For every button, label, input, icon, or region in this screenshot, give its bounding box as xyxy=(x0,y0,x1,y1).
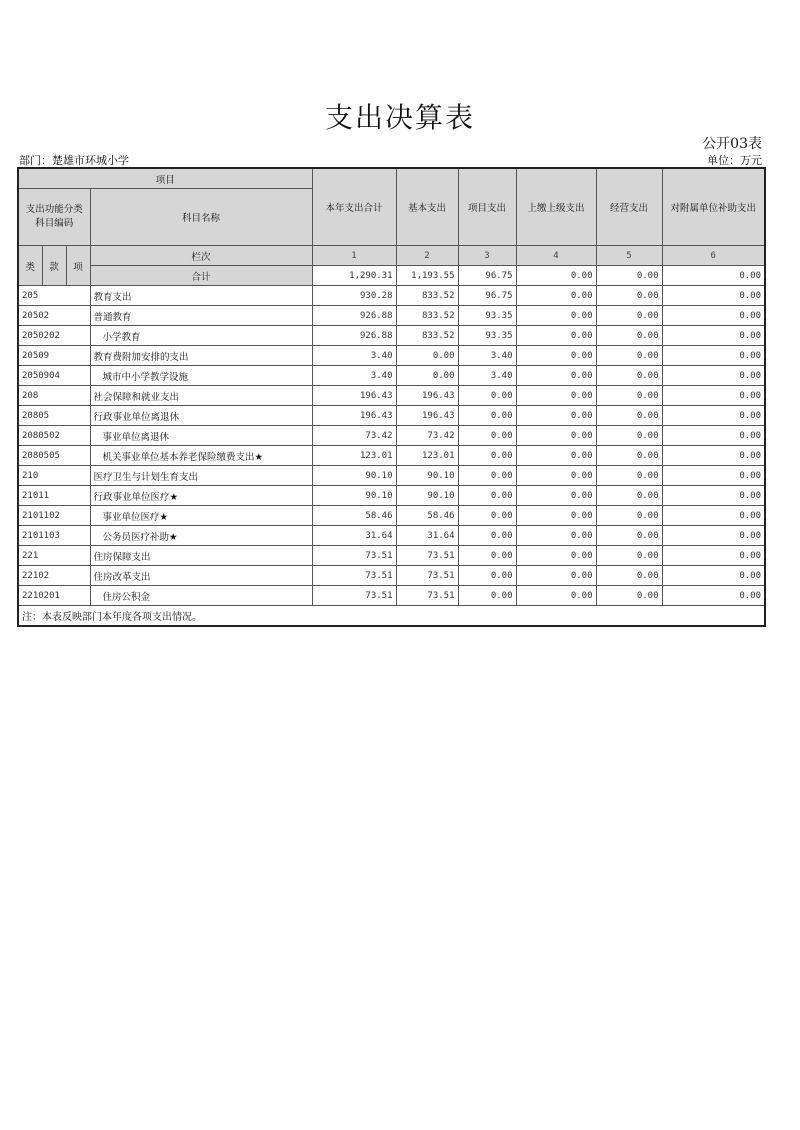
subject-name: 行政事业单位医疗★ xyxy=(90,486,312,506)
amount-cell: 0.00 xyxy=(516,306,596,326)
item-header: 项目 xyxy=(18,168,312,189)
amount-cell: 0.00 xyxy=(662,526,765,546)
amount-cell: 3.40 xyxy=(312,346,396,366)
amount-cell: 0.00 xyxy=(516,346,596,366)
amount-cell: 0.00 xyxy=(662,386,765,406)
amount-cell: 0.00 xyxy=(516,326,596,346)
table-row xyxy=(18,346,765,366)
amount-cell: 0.00 xyxy=(516,566,596,586)
amount-cell: 0.00 xyxy=(516,486,596,506)
table-row xyxy=(18,546,765,566)
amount-cell: 0.00 xyxy=(458,586,516,606)
table-row xyxy=(18,586,765,606)
subject-name: 行政事业单位离退休 xyxy=(90,406,312,426)
amount-cell: 196.43 xyxy=(396,406,458,426)
amount-cell: 0.00 xyxy=(596,586,662,606)
amount-cell: 0.00 xyxy=(662,486,765,506)
subject-code: 208 xyxy=(18,386,90,406)
amount-cell: 926.88 xyxy=(312,306,396,326)
subject-code: 2080502 xyxy=(18,426,90,446)
func-code-header: 支出功能分类科目编码 xyxy=(18,189,90,246)
subject-name: 普通教育 xyxy=(90,306,312,326)
amount-cell: 73.51 xyxy=(312,566,396,586)
amount-cell: 58.46 xyxy=(312,506,396,526)
subject-code: 21011 xyxy=(18,486,90,506)
amount-cell: 196.43 xyxy=(396,386,458,406)
table-row xyxy=(18,466,765,486)
amount-cell: 31.64 xyxy=(312,526,396,546)
subject-name: 住房公积金 xyxy=(90,586,312,606)
amount-cell: 3.40 xyxy=(458,366,516,386)
unit-label: 单位：万元 xyxy=(707,154,762,167)
amount-cell: 0.00 xyxy=(596,466,662,486)
subject-code: 2101103 xyxy=(18,526,90,546)
amount-cell: 0.00 xyxy=(662,366,765,386)
subject-name: 住房改革支出 xyxy=(90,566,312,586)
table-row xyxy=(18,506,765,526)
amount-cell: 0.00 xyxy=(516,406,596,426)
amount-cell: 0.00 xyxy=(596,326,662,346)
amount-cell: 93.35 xyxy=(458,326,516,346)
amount-cell: 123.01 xyxy=(312,446,396,466)
amount-cell: 73.42 xyxy=(396,426,458,446)
subject-code: 2101102 xyxy=(18,506,90,526)
amount-cell: 0.00 xyxy=(458,426,516,446)
column-number-row xyxy=(18,246,765,266)
amount-cell: 0.00 xyxy=(662,286,765,306)
amount-cell: 0.00 xyxy=(516,586,596,606)
amount-cell: 0.00 xyxy=(516,546,596,566)
amount-cell: 123.01 xyxy=(396,446,458,466)
lei-header: 类 xyxy=(18,246,42,286)
line-label: 栏次 xyxy=(90,246,312,266)
amount-cell: 0.00 xyxy=(662,466,765,486)
amount-cell: 0.00 xyxy=(458,406,516,426)
note-row xyxy=(18,606,765,627)
amount-cell: 3.40 xyxy=(312,366,396,386)
subject-name: 事业单位医疗★ xyxy=(90,506,312,526)
amount-cell: 0.00 xyxy=(458,486,516,506)
amount-cell: 73.42 xyxy=(312,426,396,446)
amount-cell: 0.00 xyxy=(596,526,662,546)
subject-name: 公务员医疗补助★ xyxy=(90,526,312,546)
total-row xyxy=(18,266,765,286)
amount-cell: 0.00 xyxy=(396,366,458,386)
subject-code: 22102 xyxy=(18,566,90,586)
subject-name: 机关事业单位基本养老保险缴费支出★ xyxy=(90,446,312,466)
amount-cell: 73.51 xyxy=(312,586,396,606)
table-row xyxy=(18,366,765,386)
amount-cell: 0.00 xyxy=(458,566,516,586)
amount-cell: 0.00 xyxy=(596,366,662,386)
amount-cell: 0.00 xyxy=(458,446,516,466)
total-value: 0.00 xyxy=(516,266,596,286)
amount-cell: 926.88 xyxy=(312,326,396,346)
amount-cell: 0.00 xyxy=(596,286,662,306)
col-num: 1 xyxy=(312,246,396,266)
amount-cell: 31.64 xyxy=(396,526,458,546)
amount-cell: 90.10 xyxy=(396,466,458,486)
total-value: 0.00 xyxy=(596,266,662,286)
subject-code: 20509 xyxy=(18,346,90,366)
amount-cell: 0.00 xyxy=(516,466,596,486)
amount-cell: 0.00 xyxy=(662,446,765,466)
amount-cell: 0.00 xyxy=(516,366,596,386)
table-row xyxy=(18,566,765,586)
col-num: 5 xyxy=(596,246,662,266)
col-num: 2 xyxy=(396,246,458,266)
col-num: 3 xyxy=(458,246,516,266)
subject-code: 20805 xyxy=(18,406,90,426)
amount-cell: 90.10 xyxy=(312,486,396,506)
subject-name: 教育费附加安排的支出 xyxy=(90,346,312,366)
expenditure-table xyxy=(17,167,766,627)
amount-cell: 0.00 xyxy=(516,506,596,526)
amount-cell: 833.52 xyxy=(396,326,458,346)
subject-code: 2050904 xyxy=(18,366,90,386)
department-label: 部门：楚雄市环城小学 xyxy=(19,154,129,167)
table-note: 注：本表反映部门本年度各项支出情况。 xyxy=(18,606,765,627)
xiang-header: 项 xyxy=(66,246,90,286)
amount-cell: 833.52 xyxy=(396,306,458,326)
col-num: 4 xyxy=(516,246,596,266)
subject-name: 城市中小学教学设施 xyxy=(90,366,312,386)
table-row xyxy=(18,446,765,466)
amount-cell: 0.00 xyxy=(662,546,765,566)
amount-cell: 73.51 xyxy=(396,546,458,566)
amount-cell: 0.00 xyxy=(662,346,765,366)
subject-code: 2080505 xyxy=(18,446,90,466)
subject-name: 社会保障和就业支出 xyxy=(90,386,312,406)
table-row xyxy=(18,386,765,406)
total-value: 1,290.31 xyxy=(312,266,396,286)
page-title: 支出决算表 xyxy=(324,101,475,134)
amount-cell: 0.00 xyxy=(662,426,765,446)
amount-cell: 0.00 xyxy=(662,506,765,526)
header-row-1 xyxy=(18,168,765,189)
amount-cell: 0.00 xyxy=(596,426,662,446)
amount-cell: 0.00 xyxy=(662,326,765,346)
table-row xyxy=(18,326,765,346)
amount-cell: 73.51 xyxy=(396,586,458,606)
col-total-header: 本年支出合计 xyxy=(312,168,396,246)
col-upper-header: 上缴上级支出 xyxy=(516,168,596,246)
col-basic-header: 基本支出 xyxy=(396,168,458,246)
table-row xyxy=(18,286,765,306)
amount-cell: 0.00 xyxy=(662,406,765,426)
amount-cell: 0.00 xyxy=(516,446,596,466)
subject-code: 221 xyxy=(18,546,90,566)
amount-cell: 0.00 xyxy=(596,306,662,326)
amount-cell: 0.00 xyxy=(458,546,516,566)
total-value: 96.75 xyxy=(458,266,516,286)
amount-cell: 90.10 xyxy=(312,466,396,486)
total-value: 1,193.55 xyxy=(396,266,458,286)
amount-cell: 0.00 xyxy=(396,346,458,366)
table-row xyxy=(18,526,765,546)
col-business-header: 经营支出 xyxy=(596,168,662,246)
table-row xyxy=(18,406,765,426)
amount-cell: 0.00 xyxy=(596,546,662,566)
subject-code: 205 xyxy=(18,286,90,306)
amount-cell: 0.00 xyxy=(596,446,662,466)
amount-cell: 90.10 xyxy=(396,486,458,506)
amount-cell: 0.00 xyxy=(662,306,765,326)
amount-cell: 196.43 xyxy=(312,386,396,406)
table-row xyxy=(18,426,765,446)
subject-code: 2210201 xyxy=(18,586,90,606)
subject-code: 2050202 xyxy=(18,326,90,346)
amount-cell: 833.52 xyxy=(396,286,458,306)
amount-cell: 0.00 xyxy=(458,466,516,486)
subject-name: 医疗卫生与计划生育支出 xyxy=(90,466,312,486)
amount-cell: 0.00 xyxy=(596,506,662,526)
subject-name-header: 科目名称 xyxy=(90,189,312,246)
amount-cell: 3.40 xyxy=(458,346,516,366)
col-project-header: 项目支出 xyxy=(458,168,516,246)
amount-cell: 0.00 xyxy=(596,346,662,366)
amount-cell: 96.75 xyxy=(458,286,516,306)
amount-cell: 196.43 xyxy=(312,406,396,426)
amount-cell: 0.00 xyxy=(662,586,765,606)
amount-cell: 0.00 xyxy=(596,566,662,586)
amount-cell: 0.00 xyxy=(516,386,596,406)
amount-cell: 0.00 xyxy=(516,526,596,546)
kuan-header: 款 xyxy=(42,246,66,286)
subject-name: 小学教育 xyxy=(90,326,312,346)
amount-cell: 73.51 xyxy=(312,546,396,566)
amount-cell: 93.35 xyxy=(458,306,516,326)
total-label: 合计 xyxy=(90,266,312,286)
amount-cell: 930.28 xyxy=(312,286,396,306)
amount-cell: 0.00 xyxy=(458,386,516,406)
total-value: 0.00 xyxy=(662,266,765,286)
amount-cell: 0.00 xyxy=(596,486,662,506)
table-code: 公开03表 xyxy=(702,136,762,152)
subject-code: 210 xyxy=(18,466,90,486)
amount-cell: 0.00 xyxy=(516,426,596,446)
col-num: 6 xyxy=(662,246,765,266)
amount-cell: 0.00 xyxy=(516,286,596,306)
amount-cell: 0.00 xyxy=(458,506,516,526)
subject-name: 事业单位离退休 xyxy=(90,426,312,446)
amount-cell: 73.51 xyxy=(396,566,458,586)
subject-name: 住房保障支出 xyxy=(90,546,312,566)
subject-code: 20502 xyxy=(18,306,90,326)
table-row xyxy=(18,306,765,326)
amount-cell: 0.00 xyxy=(596,406,662,426)
amount-cell: 58.46 xyxy=(396,506,458,526)
col-subsidy-header: 对附属单位补助支出 xyxy=(662,168,765,246)
subject-name: 教育支出 xyxy=(90,286,312,306)
amount-cell: 0.00 xyxy=(596,386,662,406)
amount-cell: 0.00 xyxy=(458,526,516,546)
amount-cell: 0.00 xyxy=(662,566,765,586)
table-row xyxy=(18,486,765,506)
